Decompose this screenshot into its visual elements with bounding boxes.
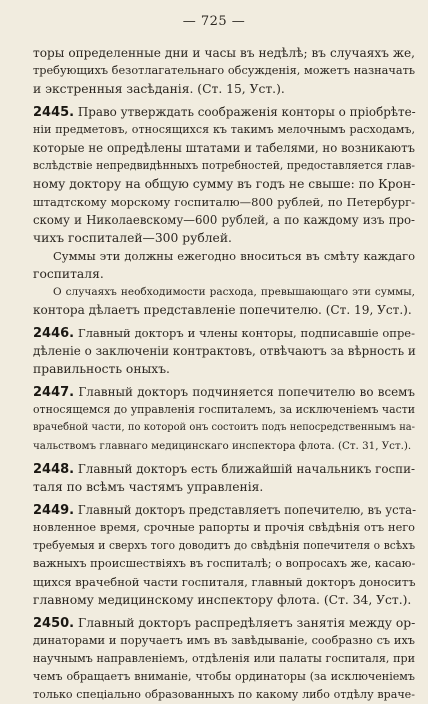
text-line (33, 519, 415, 537)
line-text: ному доктору на общую сумму въ годъ не свыше: по Крон- (33, 177, 416, 191)
article-first-line (33, 103, 415, 121)
line-text: контора дѣлаетъ представленіе попечителю. (Ст. 19, Уст.). (33, 303, 412, 317)
text-line (33, 121, 415, 139)
line-text: вслѣдствіе непредвидѣнныхъ потребностей, предоставляется глав- (33, 159, 415, 172)
text-line (33, 401, 415, 419)
article-number: 2445. (33, 105, 75, 120)
line-text: требующихъ безотлагательнаго обсужденія, можетъ назначать (33, 64, 415, 77)
line-text: научнымъ направленіемъ, отдѣленія или палаты госпиталя, при (33, 652, 415, 665)
text-line (33, 229, 415, 247)
text-line (33, 80, 415, 98)
text-line (33, 193, 415, 211)
line-text: чихъ госпиталей—300 рублей. (33, 231, 232, 245)
line-text: чальствомъ главнаго медицинскаго инспектора флота. (Ст. 31, Уст.). (33, 440, 412, 452)
line-text: только спеціально образованныхъ по какому либо отдѣлу враче- (33, 688, 415, 701)
text-line (33, 419, 415, 437)
text-line (33, 211, 415, 229)
article-first-line (33, 501, 415, 519)
line-text: чемъ обращаетъ вниманіе, чтобы ординаторы (за исключеніемъ (33, 670, 415, 683)
text-line (33, 360, 415, 378)
line-text: главному медицинскому инспектору флота. (Ст. 34, Уст.). (33, 593, 412, 607)
line-text: важныхъ происшествіяхъ въ госпиталѣ; о вопросахъ же, касаю- (33, 557, 416, 570)
line-text: О случаяхъ необходимости расхода, превышающаго эти суммы, (53, 286, 415, 298)
line-text: Главный докторъ и члены конторы, подписавшіе опре- (77, 326, 415, 340)
line-text: и экстренныя засѣданія. (Ст. 15, Уст.). (33, 82, 285, 96)
text-line (33, 247, 415, 265)
text-line (33, 157, 415, 175)
text-line (33, 632, 415, 650)
text-line (33, 573, 415, 591)
text-line (33, 668, 415, 686)
article-number: 2449. (33, 503, 75, 518)
text-line (33, 478, 415, 496)
line-text: скому и Николаевскому—600 рублей, а по каждому изъ про- (33, 213, 415, 227)
line-text: требуемыя и сверхъ того доводитъ до свѣдѣнія попечителя о всѣхъ (33, 539, 415, 552)
text-line (33, 537, 415, 555)
text-line (33, 62, 415, 80)
text-line (33, 265, 415, 283)
text-line (33, 139, 415, 157)
line-text: правильность оныхъ. (33, 362, 170, 376)
page-body (33, 44, 415, 704)
article-first-line (33, 383, 415, 401)
line-text: торы определенные дни и часы въ недѣлѣ; въ случаяхъ же, (33, 46, 415, 60)
article-number: 2446. (33, 326, 75, 341)
line-text: которые не опредѣлены штатами и табелями, но возникаютъ (33, 141, 415, 155)
line-text: Главный докторъ подчиняется попечителю во всемъ (78, 385, 416, 399)
article-first-line (33, 460, 415, 478)
article-number: 2448. (33, 462, 75, 477)
text-line (33, 175, 415, 193)
page-number: — 725 — (182, 14, 246, 29)
line-text: ніи предметовъ, относящихся къ такимъ мелочнымъ расходамъ, (33, 123, 415, 136)
line-text: щихся врачебной части госпиталя, главный докторъ доноситъ (33, 575, 416, 589)
article-number: 2450. (33, 616, 75, 631)
line-text: Главный докторъ есть ближайшій начальникъ госпи- (77, 462, 416, 476)
line-text: врачебной части, по которой онъ состоитъ подъ непосредственнымъ на- (33, 422, 415, 433)
article-first-line (33, 614, 415, 632)
line-text: дѣленіе о заключеніи контрактовъ, отвѣчаютъ за вѣрность и (33, 344, 416, 358)
text-line (33, 591, 415, 609)
line-text: Главный докторъ распредѣляетъ занятія между ор- (78, 616, 416, 630)
line-text: новленное время, срочные рапорты и прочія свѣдѣнія отъ него (33, 521, 415, 534)
line-text: динаторами и поручаетъ имъ въ завѣдываніе, сообразно съ ихъ (33, 634, 415, 647)
article-number: 2447. (33, 385, 75, 400)
line-text: штадтскому морскому госпиталю—800 рублей, по Петербург- (33, 195, 415, 209)
text-line (33, 44, 415, 62)
text-line (33, 686, 415, 704)
text-line (33, 437, 415, 455)
line-text: госпиталя. (33, 267, 104, 281)
text-line (33, 283, 415, 301)
text-line (33, 342, 415, 360)
article-first-line (33, 324, 415, 342)
text-line (33, 555, 415, 573)
line-text: Главный докторъ представляетъ попечителю, въ уста- (77, 503, 417, 517)
text-line (33, 301, 415, 319)
line-text: Право утверждать соображенія конторы о пріобрѣте- (77, 105, 416, 119)
line-text: таля по всѣмъ частямъ управленія. (33, 480, 264, 494)
line-text: относящемся до управленія госпиталемъ, за исключеніемъ части (33, 403, 415, 416)
text-line (33, 650, 415, 668)
line-text: Суммы эти должны ежегодно вноситься въ смѣту каждаго (53, 249, 415, 263)
